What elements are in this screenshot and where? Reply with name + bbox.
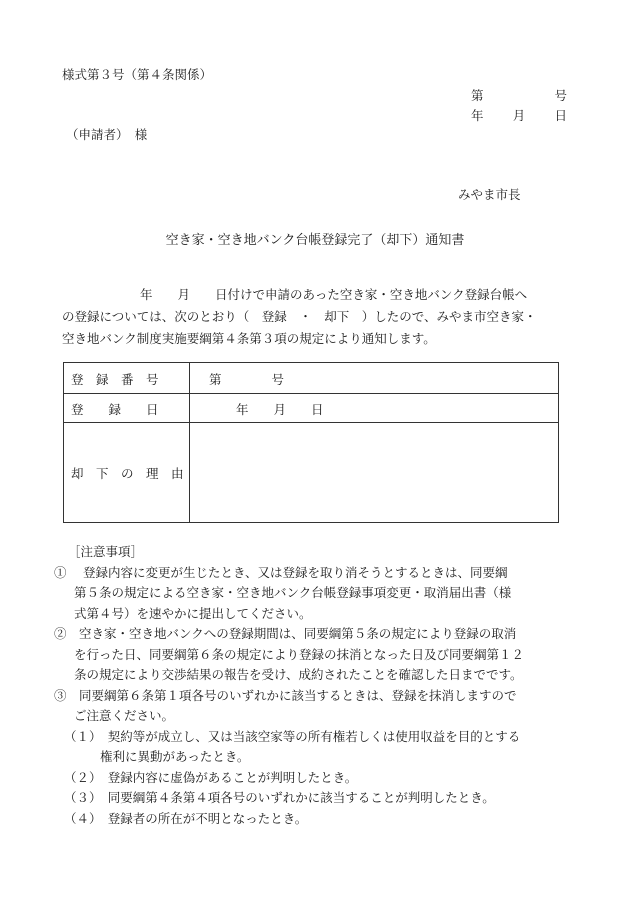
document-number-line xyxy=(471,86,567,104)
number-suffix: 号 xyxy=(554,88,567,103)
form-number: 様式第３号（第４条関係） xyxy=(62,67,213,82)
body-paragraph xyxy=(62,284,572,350)
note-item-cont: を行った日、同要綱第６条の規定により登録の抹消となった日及び同要綱第１２ xyxy=(74,646,525,662)
row-label: 登 録 番 号 xyxy=(71,372,159,387)
row-label: 登 録 日 xyxy=(71,402,159,417)
note-item: ① 登録内容に変更が生じたとき、又は登録を取り消そうとするときは、同要綱 xyxy=(54,564,508,580)
document-date-line xyxy=(471,106,567,124)
number-prefix: 第 xyxy=(471,88,484,103)
row-value: 第 号 xyxy=(209,372,285,387)
document-title: 空き家・空き地バンク台帳登録完了（却下）通知書 xyxy=(165,233,465,248)
note-subitem: （３） 同要綱第４条第４項各号のいずれかに該当することが判明したとき。 xyxy=(64,790,495,805)
row-value: 年 月 日 xyxy=(236,402,324,417)
table-row-rejection-reason xyxy=(64,423,558,522)
note-item-cont: 第５条の規定による空き家・空き地バンク台帳登録事項変更・取消届出書（様 xyxy=(74,585,512,600)
date-month: 月 xyxy=(512,108,526,123)
body-line: 年 月 日付けで申請のあった空き家・空き地バンク登録台帳へ xyxy=(140,287,528,302)
issuer-name: みやま市長 xyxy=(458,187,521,202)
table-row-registration-date xyxy=(64,393,558,423)
applicant-addressee: （申請者） 様 xyxy=(66,127,148,142)
note-item: ② 空き家・空き地バンクへの登録期間は、同要綱第５条の規定により登録の取消 xyxy=(54,626,517,641)
body-line: 空き地バンク制度実施要綱第４条第３項の規定により通知します。 xyxy=(62,331,436,346)
date-day: 日 xyxy=(554,108,567,123)
note-subitem: （４） 登録者の所在が不明となったとき。 xyxy=(64,810,308,826)
notes-heading: ［注意事項］ xyxy=(68,544,144,559)
notes-section xyxy=(54,542,578,829)
note-subitem: （１） 契約等が成立し、又は当該空家等の所有権若しくは使用収益を目的とする xyxy=(64,728,521,744)
note-subitem: （２） 登録内容に虚偽があることが判明したとき。 xyxy=(64,769,358,785)
note-item: ③ 同要綱第６条第１項各号のいずれかに該当するときは、登録を抹消しますので xyxy=(54,687,517,703)
note-item-cont: 式第４号）を速やかに提出してください。 xyxy=(74,605,312,621)
note-item-cont: ご注意ください。 xyxy=(74,708,175,723)
table-row-registration-number xyxy=(64,363,558,394)
note-subitem-cont: 権利に異動があったとき。 xyxy=(100,749,250,764)
date-year: 年 xyxy=(471,108,484,123)
row-label: 却 下 の 理 由 xyxy=(71,466,184,481)
body-line: の登録については、次のとおり（ 登録 ・ 却下 ）したので、みやま市空き家・ xyxy=(62,309,537,324)
registration-table xyxy=(63,362,559,523)
note-item-cont: 条の規定により交渉結果の報告を受け、成約されたことを確認した日までです。 xyxy=(74,667,523,682)
